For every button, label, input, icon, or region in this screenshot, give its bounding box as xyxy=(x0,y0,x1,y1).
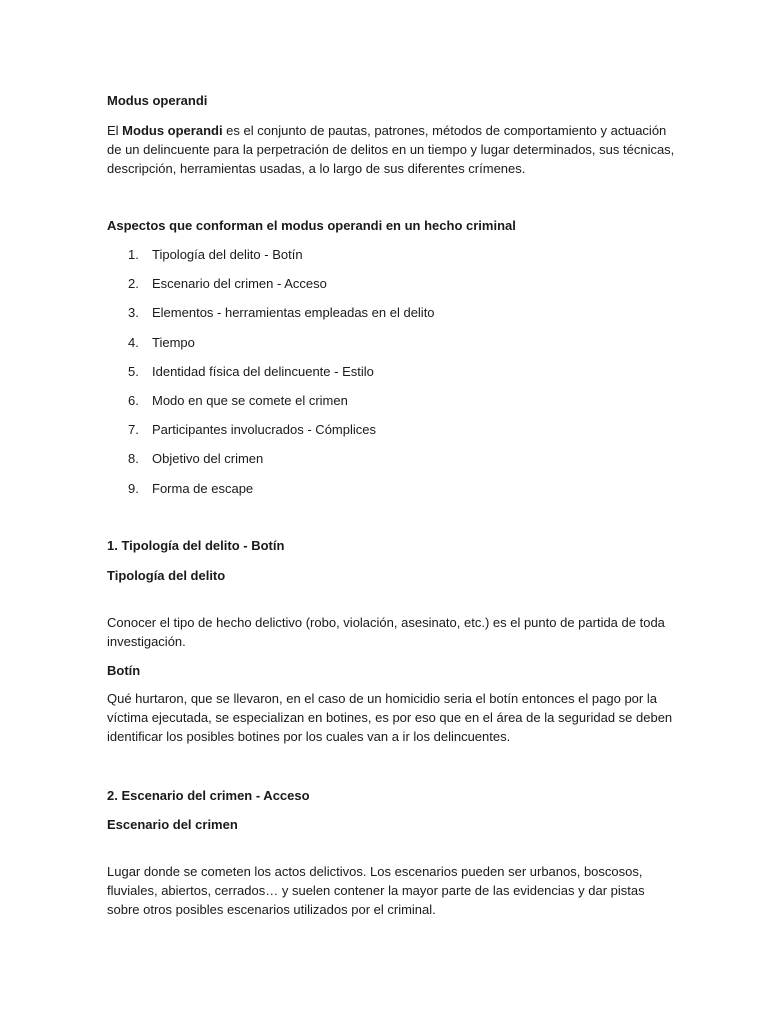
list-item xyxy=(107,479,253,498)
section1-heading: 1. Tipología del delito - Botín xyxy=(107,538,285,553)
list-item xyxy=(107,333,195,352)
list-item-text: Objetivo del crimen xyxy=(152,451,264,466)
list-item-text: Modo en que se comete el crimen xyxy=(152,393,348,408)
list-item xyxy=(107,245,303,264)
list-item-text: Identidad física del delincuente - Estilo xyxy=(152,364,374,379)
list-item-text: Tiempo xyxy=(152,335,195,350)
list-item-text: Forma de escape xyxy=(152,481,254,496)
section1-subheading-tipologia: Tipología del delito xyxy=(107,568,226,583)
document-title: Modus operandi xyxy=(107,93,208,108)
section1-paragraph-tipologia: Conocer el tipo de hecho delictivo (robo, violación, asesinato, etc.) es el punto de partida de toda investigación. xyxy=(107,615,665,649)
list-item-number: 6. xyxy=(128,393,139,408)
list-item xyxy=(107,391,348,410)
list-item xyxy=(107,449,263,468)
section2-paragraph-escenario: Lugar donde se cometen los actos delictivos. Los escenarios pueden ser urbanos, boscosos, fluviales, abiertos, cerrados… y suelen contener la mayor parte de las evidencias y dar pistas sobre otros posibles escenarios utilizados por el criminal. xyxy=(107,864,645,917)
list-item-number: 4. xyxy=(128,335,139,350)
aspects-heading: Aspectos que conforman el modus operandi en un hecho criminal xyxy=(107,218,516,233)
list-item-number: 2. xyxy=(128,276,139,291)
list-item xyxy=(107,274,327,293)
intro-term: Modus operandi xyxy=(122,123,223,138)
list-item-number: 5. xyxy=(128,364,139,379)
section2-heading: 2. Escenario del crimen - Acceso xyxy=(107,788,310,803)
section2-subheading-escenario: Escenario del crimen xyxy=(107,817,238,832)
list-item-text: Participantes involucrados - Cómplices xyxy=(152,422,376,437)
list-item xyxy=(107,362,374,381)
list-item-text: Tipología del delito - Botín xyxy=(152,247,303,262)
list-item-number: 7. xyxy=(128,422,139,437)
list-item-number: 9. xyxy=(128,481,139,496)
list-item-number: 8. xyxy=(128,451,139,466)
list-item-number: 1. xyxy=(128,247,139,262)
list-item-text: Escenario del crimen - Acceso xyxy=(152,276,327,291)
list-item xyxy=(107,420,376,439)
section1-subheading-botin: Botín xyxy=(107,663,141,678)
intro-prefix: El xyxy=(107,123,123,138)
list-item xyxy=(107,303,435,322)
section1-paragraph-botin: Qué hurtaron, que se llevaron, en el caso de un homicidio seria el botín entonces el pago por la víctima ejecutada, se especializan en botines, es por eso que en el área de la seguridad se deben identificar los posibles botines por los cuales van a ir los delincuentes. xyxy=(107,691,673,744)
intro-paragraph xyxy=(107,121,677,178)
list-item-text: Elementos - herramientas empleadas en el delito xyxy=(152,305,435,320)
list-item-number: 3. xyxy=(128,305,139,320)
intro-rest: es el conjunto de pautas, patrones, métodos de comportamiento y actuación de un delincuente para la perpetración de delitos en un tiempo y lugar determinados, sus técnicas, descripción, herramientas usadas, a lo largo de sus diferentes crímenes. xyxy=(107,123,675,176)
